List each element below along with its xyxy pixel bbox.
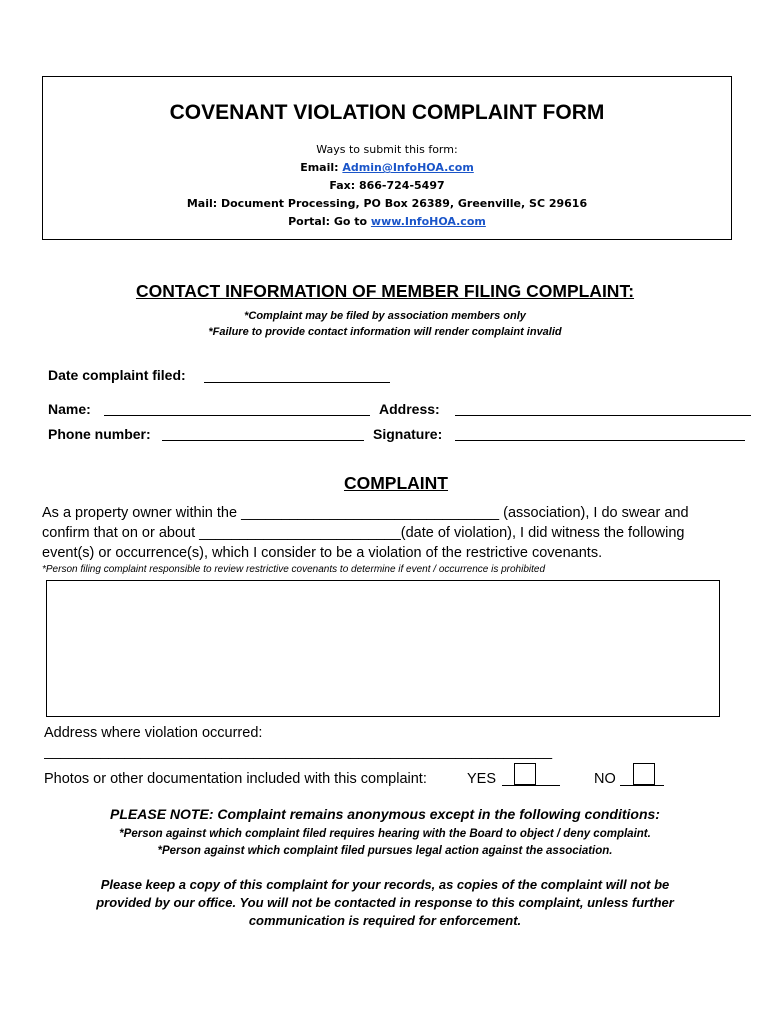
violation-address-label: Address where violation occurred: (44, 725, 263, 741)
violation-address-field[interactable]: _______________________________________________________________ (44, 744, 553, 760)
fax-line: Fax: 866-724-5497 (329, 179, 445, 192)
records-line-1: Please keep a copy of this complaint for your records, as copies of the complaint will not be (100, 877, 670, 892)
statement-line-2: confirm that on or about _________________________(date of violation), I did witness the following (42, 525, 685, 541)
address-label: Address: (379, 401, 440, 417)
yes-checkbox[interactable] (514, 763, 536, 785)
date-filed-field[interactable] (204, 382, 390, 383)
condition-hearing: *Person against which complaint filed requires hearing with the Board to object / deny complaint. (119, 828, 651, 840)
submission-methods (43, 141, 731, 231)
records-line-2: provided by our office. You will not be contacted in response to this complaint, unless further (96, 895, 674, 910)
no-label: NO (594, 771, 616, 787)
email-prefix: Email: (300, 161, 343, 174)
ways-label: Ways to submit this form: (316, 143, 458, 156)
form-title: COVENANT VIOLATION COMPLAINT FORM (169, 101, 605, 124)
review-disclaimer: *Person filing complaint responsible to review restrictive covenants to determine if event / occurrence is prohibited (42, 564, 546, 575)
name-label: Name: (48, 401, 91, 417)
statement-line-3: event(s) or occurrence(s), which I consider to be a violation of the restrictive covenants. (42, 545, 603, 561)
invalid-note: *Failure to provide contact information will render complaint invalid (208, 326, 562, 338)
no-underline (620, 785, 664, 786)
header-box (42, 76, 732, 240)
members-only-note: *Complaint may be filed by association members only (244, 310, 526, 322)
portal-line (43, 213, 731, 231)
name-field[interactable] (104, 415, 370, 416)
portal-prefix: Portal: Go to (288, 215, 371, 228)
signature-label: Signature: (373, 426, 443, 442)
photos-label: Photos or other documentation included with this complaint: (44, 771, 427, 787)
condition-legal-action: *Person against which complaint filed pursues legal action against the association. (157, 845, 613, 857)
no-checkbox[interactable] (633, 763, 655, 785)
phone-field[interactable] (162, 440, 364, 441)
records-notice (0, 876, 770, 930)
email-line (43, 159, 731, 177)
address-field[interactable] (455, 415, 751, 416)
mail-line: Mail: Document Processing, PO Box 26389, Greenville, SC 29616 (186, 197, 588, 210)
complaint-description-box[interactable] (46, 580, 720, 717)
phone-label: Phone number: (48, 426, 151, 442)
portal-link[interactable]: www.InfoHOA.com (370, 215, 486, 228)
email-link[interactable]: Admin@InfoHOA.com (342, 161, 474, 174)
records-line-3: communication is required for enforcement. (248, 913, 522, 928)
statement-line-1: As a property owner within the ________________________________ (association), I do swear and (42, 505, 689, 521)
contact-heading: CONTACT INFORMATION OF MEMBER FILING COMPLAINT: (135, 281, 635, 301)
signature-field[interactable] (455, 440, 745, 441)
anonymity-notice-heading: PLEASE NOTE: Complaint remains anonymous except in the following conditions: (110, 806, 660, 822)
yes-underline (502, 785, 560, 786)
complaint-statement (42, 503, 762, 563)
complaint-heading: COMPLAINT (343, 473, 449, 493)
yes-label: YES (467, 771, 497, 787)
date-filed-label: Date complaint filed: (48, 367, 186, 383)
